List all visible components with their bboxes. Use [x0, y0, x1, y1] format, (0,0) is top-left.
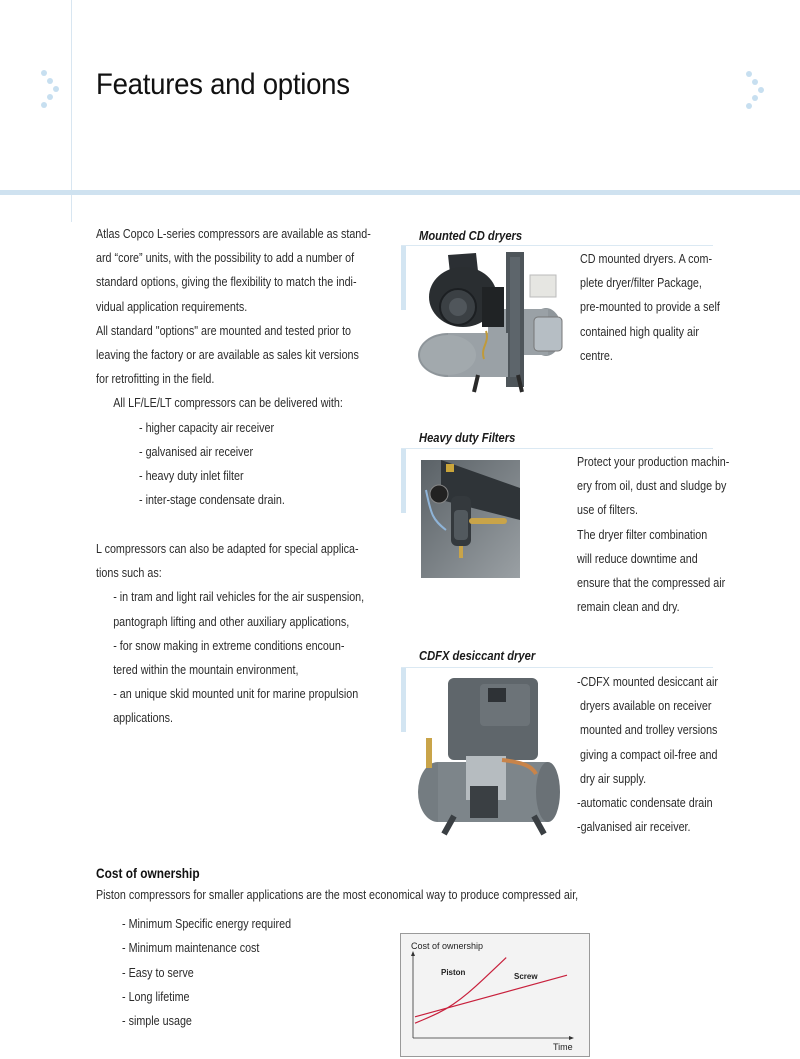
section-accent-bar — [401, 246, 406, 310]
section-line: ensure that the compressed air — [577, 576, 726, 591]
option-item: - higher capacity air receiver — [139, 420, 275, 435]
section-line: CD mounted dryers. A com- — [580, 252, 713, 266]
cd-dryer-compressor-image — [418, 247, 568, 395]
option-item: - inter-stage condensate drain. — [139, 493, 285, 508]
section-rule — [401, 448, 713, 449]
section-heading-filters: Heavy duty Filters — [419, 430, 516, 445]
section-line: plete dryer/filter Package, — [580, 276, 702, 291]
cost-of-ownership-chart — [400, 933, 590, 1057]
section-accent-bar — [401, 668, 406, 732]
section-rule — [401, 245, 713, 246]
series-label-screw: Screw — [514, 972, 538, 981]
intro-line: leaving the factory or are available as sales kit versions — [96, 348, 359, 363]
cost-heading: Cost of ownership — [96, 866, 200, 881]
section-line: -galvanised air receiver. — [577, 820, 691, 835]
section-line: mounted and trolley versions — [577, 723, 718, 738]
intro-line: All standard "options" are mounted and tested prior to — [96, 323, 352, 338]
cost-paragraph: Piston compressors for smaller applications are the most economical way to produce compressed air, — [96, 888, 579, 902]
x-axis-arrow-icon — [569, 1036, 574, 1040]
section-line: ery from oil, dust and sludge by — [577, 479, 727, 494]
cost-benefit-item: - Minimum maintenance cost — [122, 941, 260, 956]
section-line: -automatic condensate drain — [577, 796, 713, 811]
left-vertical-rule — [71, 0, 72, 222]
intro-line: vidual application requirements. — [96, 299, 248, 314]
cost-benefit-item: - Long lifetime — [122, 989, 190, 1004]
special-item-line: - for snow making in extreme conditions encoun- — [113, 638, 345, 653]
chart-title: Cost of ownership — [411, 941, 484, 951]
section-heading-cd-dryers: Mounted CD dryers — [419, 228, 523, 243]
section-text-filters — [577, 450, 729, 619]
special-applications-text — [96, 537, 364, 731]
section-line: contained high quality air — [580, 324, 699, 339]
section-text-cdfx — [577, 670, 718, 839]
section-text-cd-dryers — [580, 247, 720, 368]
section-line: The dryer filter combination — [577, 527, 708, 542]
cdfx-desiccant-dryer-image — [414, 676, 560, 836]
cost-benefits-list — [122, 912, 291, 1033]
special-item-line: - an unique skid mounted unit for marine propulsion — [113, 687, 359, 702]
dots-ornament-right-icon — [745, 70, 775, 120]
heavy-duty-filter-image — [421, 460, 520, 578]
section-line: remain clean and dry. — [577, 600, 680, 615]
series-line-screw — [415, 975, 567, 1017]
dots-ornament-left-icon — [38, 68, 68, 118]
x-axis-label: Time — [553, 1042, 573, 1052]
section-line: will reduce downtime and — [577, 551, 698, 566]
intro-line: for retrofitting in the field. — [96, 372, 215, 387]
section-line: use of filters. — [577, 503, 638, 518]
special-item-line: applications. — [113, 711, 173, 726]
intro-line: ard “core” units, with the possibility to add a number of — [96, 251, 355, 266]
section-accent-bar — [401, 449, 406, 513]
chart-svg — [401, 934, 589, 1056]
option-item: - galvanised air receiver — [139, 444, 254, 459]
special-item-line: tered within the mountain environment, — [113, 663, 299, 678]
section-rule — [401, 667, 713, 668]
section-line: giving a compact oil-free and — [577, 747, 718, 762]
series-label-piston: Piston — [441, 968, 466, 977]
special-item-line: pantograph lifting and other auxiliary applications, — [113, 614, 350, 629]
special-lead-line: L compressors can also be adapted for special applica- — [96, 542, 359, 556]
cost-benefit-item: - Easy to serve — [122, 965, 194, 980]
section-line: pre-mounted to provide a self — [580, 300, 720, 315]
section-heading-cdfx: CDFX desiccant dryer — [419, 648, 536, 663]
header-band — [0, 190, 800, 195]
section-line: Protect your production machin- — [577, 455, 730, 469]
intro-line: standard options, giving the flexibility to match the indi- — [96, 275, 357, 290]
section-line: centre. — [580, 348, 613, 363]
section-line: -CDFX mounted desiccant air — [577, 675, 718, 689]
delivered-with-label: All LF/LE/LT compressors can be delivered with: — [113, 396, 343, 411]
cost-benefit-item: - Minimum Specific energy required — [122, 917, 292, 931]
intro-text — [96, 222, 371, 512]
option-item: - heavy duty inlet filter — [139, 469, 244, 484]
cost-benefit-item: - simple usage — [122, 1014, 192, 1029]
section-line: dryers available on receiver — [577, 699, 712, 714]
section-line: dry air supply. — [577, 771, 647, 786]
special-lead-line: tions such as: — [96, 566, 162, 581]
y-axis-arrow-icon — [411, 951, 415, 956]
intro-line: Atlas Copco L-series compressors are available as stand- — [96, 227, 371, 241]
special-item-line: - in tram and light rail vehicles for the air suspension, — [113, 590, 365, 605]
page-title: Features and options — [96, 68, 350, 101]
